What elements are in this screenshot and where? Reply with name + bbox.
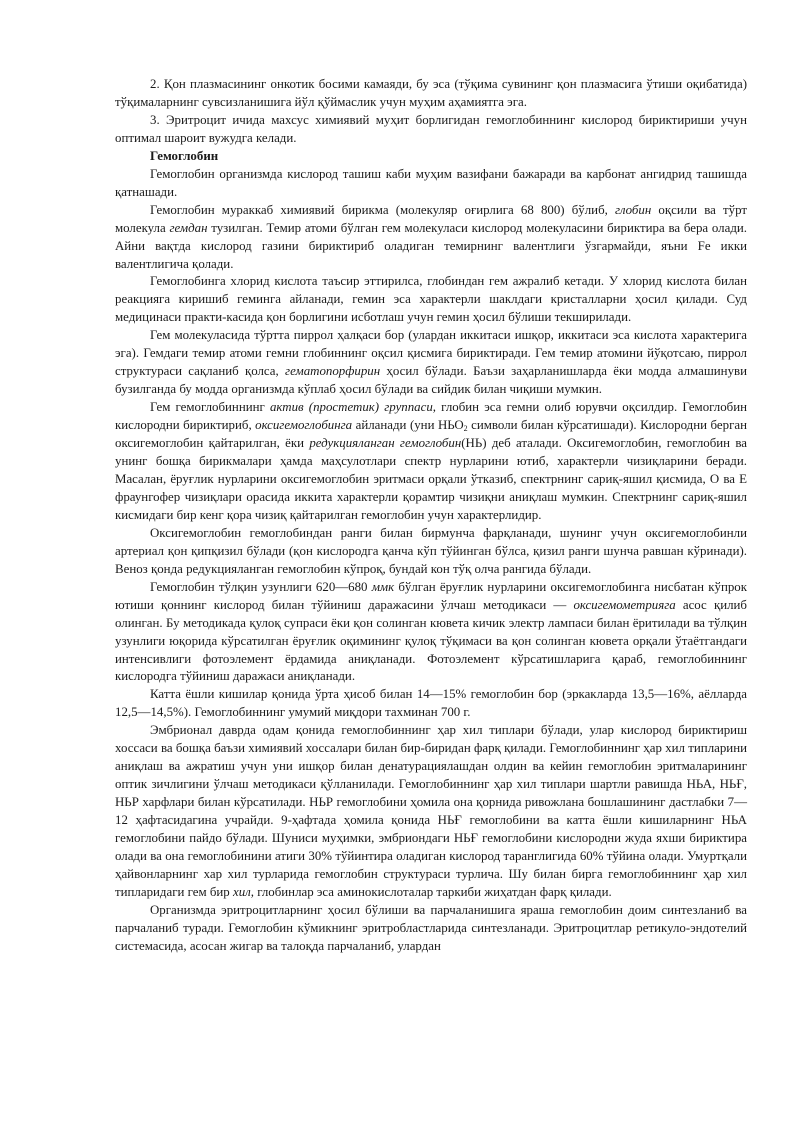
italic-term: хил, bbox=[232, 884, 254, 899]
text-run: глобинлар эса аминокислоталар таркиби жиҳатдан фарқ қилади. bbox=[253, 884, 612, 899]
paragraph-oxyhemoglobin bbox=[115, 399, 747, 525]
paragraph-color-difference: Оксигемоглобин гемоглобиндан ранги билан бирмунча фарқланади, шунинг учун оксигемоглобинли артериал қон қипқизил бўлади (қон кислородга қанча кўп тўйинган бўлса, қизил ранги шунча равшан кўринади). Веноз қонда редукцияланган гемоглобин кўпроқ, бундай кон тўқ олча рангида бўлади. bbox=[115, 525, 747, 576]
italic-term: ммк bbox=[371, 579, 395, 594]
text-run: Гем молекуласида тўртта пиррол ҳалқаси бор (улардан иккитаси ишқор, иккитаси эса кислота характерига эга). Гемдаги темир атоми гемни глобиннинг оқсил қисмига бириктиради. Гем темир атомини йўқотсаю, пиррол структураси сақланиб қолса, bbox=[115, 328, 747, 379]
paragraph-hemoglobin-structure bbox=[115, 202, 747, 274]
text-run: Гем гемоглобиннинг bbox=[150, 400, 270, 415]
paragraph-hemoglobin-amount: Катта ёшли кишилар қонида ўртa ҳисоб билан 14—15% гемоглобин бор (эркакларда 13,5—16%, аёлларда 12,5—14,5%). Гемоглобиннинг умумий миқдори тахминан 700 г. bbox=[115, 687, 747, 720]
paragraph-hemoglobin-function: Гемоглобин организмда кислород ташиш каби муҳим вазифани бажаради ва карбонат ангидрид ташишда қатнашади. bbox=[115, 166, 747, 199]
text-run: тузилган. Темир атоми бўлган гем молекуласи кислород молекуласини бириктира ва бера олади. Айни вақтда кислород газини бириктириб оладиган темирнинг валентлиги ўзгармайди, яъни Fe икки валентлигича қолади. bbox=[115, 220, 747, 271]
paragraph-oxyhemometry bbox=[115, 579, 747, 687]
italic-term: актив (простетик) группаси, bbox=[269, 400, 437, 415]
document-page bbox=[115, 76, 747, 956]
text-run: (НЬ) деб аталади. Оксигемоглобин, гемоглобин ва унинг бошқа бирикмалари ҳамда маҳсулотлари спектр нурларини ютиб, характерли чизиқларини беради. Масалан, ёруғлик нурларини оксигемоглобин эритмаси орқали ўтказиб, спектрнинг сариқ-яшил қисмида, О ва Е фраунгофер чизиқлари орасида иккита характерли қорамтир чизиқни аниқлаш мумкин. Спектрнинг сариқ-яшил кисмидаги бир кенг қора чизиқ қайтарилган гемоглобин учун характерлидир. bbox=[115, 436, 747, 522]
section-heading: Гемоглобин bbox=[150, 148, 219, 163]
text-run: айланади (уни НЬО bbox=[352, 418, 464, 433]
paragraph-synthesis: Организмда эритроцитларнинг ҳосил бўлиши ва парчаланишига яраша гемоглобин доим синтезланиб ва парчаланиб туради. Гемоглобин кўмикнинг эритробластларида синтезланади. Эритроцитлар ретикуло-эндотелий системасида, асосан жигар ва талоқда парчаланиб, улардан bbox=[115, 902, 747, 953]
text-run: глобин эса гемни олиб юрувчи оқсилдир. Гемоглобин кислородни бириктириб, bbox=[115, 400, 748, 433]
text-run: Эмбрионал даврда одам қонида гемоглобиннинг ҳар хил типлари бўлади, улар кислород бириктириш хоссаси ва бошқа баъзи химиявий хоссалари билан бир-биридан фарқ қилади. Гемоглобиннинг ҳар хил типларини аниқлаш ва ажратиш учун уни ишқор билан денатурациялашдан олдин ва кейин гемоглобин эритмаларининг оптик зичлигини ўлчаш методикаси қўлланилади. Гемоглобиннинг ҳар хил типлари шартли равишда НЬА, НЬҒ, НЬР харфлари билан кўрсатилади. НЬР гемоглобини ҳомила она қорнида ривожлана бошлашининг дастлабки 7—12 ҳафтасидагина учрайди. 9-ҳафтада ҳомила қонида НЬҒ гемоглобини ва катта ёшли кишиларнинг НЬА гемоглобини пайдо бўлади. Шуниси муҳимки, эмбриондаги НЬҒ гемоглобини кислородни жуда яхши бириктира олади ва она гемоглобинини атиги 30% тўйинтира оладиган кислород таранглигида 60% тўйина олади. Умуртқали ҳайвонларнинг хар хил турларида гемоглобин структураси турлича. Шу билан бирга гемоглобиннинг ҳар хил типларидаги гем бир bbox=[115, 723, 747, 899]
paragraph-embryonic-types bbox=[115, 722, 747, 902]
text-run: ҳосил бўлади. Баъзи заҳарланишларда ёки модда алмашинуви бузилганда бу модда организмда кўплаб ҳосил бўлади ва сийдик билан чиқиши мумкин. bbox=[115, 364, 747, 397]
text-run: Гемоглобин тўлқин узунлиги 620—680 bbox=[150, 579, 372, 594]
italic-term: редукцияланган гемоглобин bbox=[309, 436, 462, 451]
italic-term: глобин bbox=[615, 202, 652, 217]
paragraph-erythrocyte-medium: 3. Эритроцит ичида махсус химиявий муҳит борлигидан гемоглобиннинг кислород бириктириши учун оптимал шароит вужудга келади. bbox=[115, 112, 747, 145]
text-run: асос қилиб олинган. Бу методикада қулоқ супраси ёки қон солинган кювета кичик электр лампаси билан ёритилади ва тўлқин узунлиги юқорида кўрсатилган ёруғлик оқимининг қулоқ тўқимаси ва қон солинган кювета орқали ўтаётгандаги интенсивлиги фотоэлемент ёрдамида аниқланади. Фотоэлемент кўрсатишларига қараб, гемоглобиннинг кислородга тўйиниш даражаси аниқланади. bbox=[115, 597, 747, 684]
italic-term: оксигемоглобинга bbox=[255, 418, 353, 433]
paragraph-oncotic-pressure: 2. Қон плазмасининг онкотик босими камаяди, бу эса (тўқима сувининг қон плазмасига ўтиши оқибатида) тўқималарнинг сувсизланишига йўл қўймаслик учун муҳим аҳамиятга эга. bbox=[115, 77, 747, 109]
text-run: символи билан кўрсатишади). Кислородни берган оксигемоглобин қайтарилган, ёки bbox=[115, 418, 747, 451]
italic-term: оксигемометрияга bbox=[573, 597, 676, 612]
paragraph-hemin: Гемоглобинга хлорид кислота таъсир эттирилса, глобиндан гем ажралиб кетади. У хлорид кислота билан реакцияга киришиб геминга айланади, гемин эса характерли шаклдаги кристалларни ҳосил қилади. Суд медицинаси практи-касида қон борлигини исботлаш учун гемин ҳосил бўлиши текширилади. bbox=[115, 274, 747, 325]
subscript: 2 bbox=[463, 424, 468, 434]
italic-term: гематопорфирин bbox=[285, 364, 381, 379]
italic-term: гемдан bbox=[169, 220, 208, 235]
paragraph-pyrrole-rings bbox=[115, 327, 747, 399]
text-run: бўлган ёруғлик нурларини оксигемоглобинга нисбатан кўпрок ютиши қоннинг кислород билан тўйиниш даражасини ўлчаш методикаси — bbox=[115, 579, 747, 612]
text-run: оқсили ва тўрт молекула bbox=[115, 202, 748, 235]
text-run: Гемоглобин мураккаб химиявий бирикма (молекуляр оғирлига 68 800) бўлиб, bbox=[150, 202, 616, 217]
